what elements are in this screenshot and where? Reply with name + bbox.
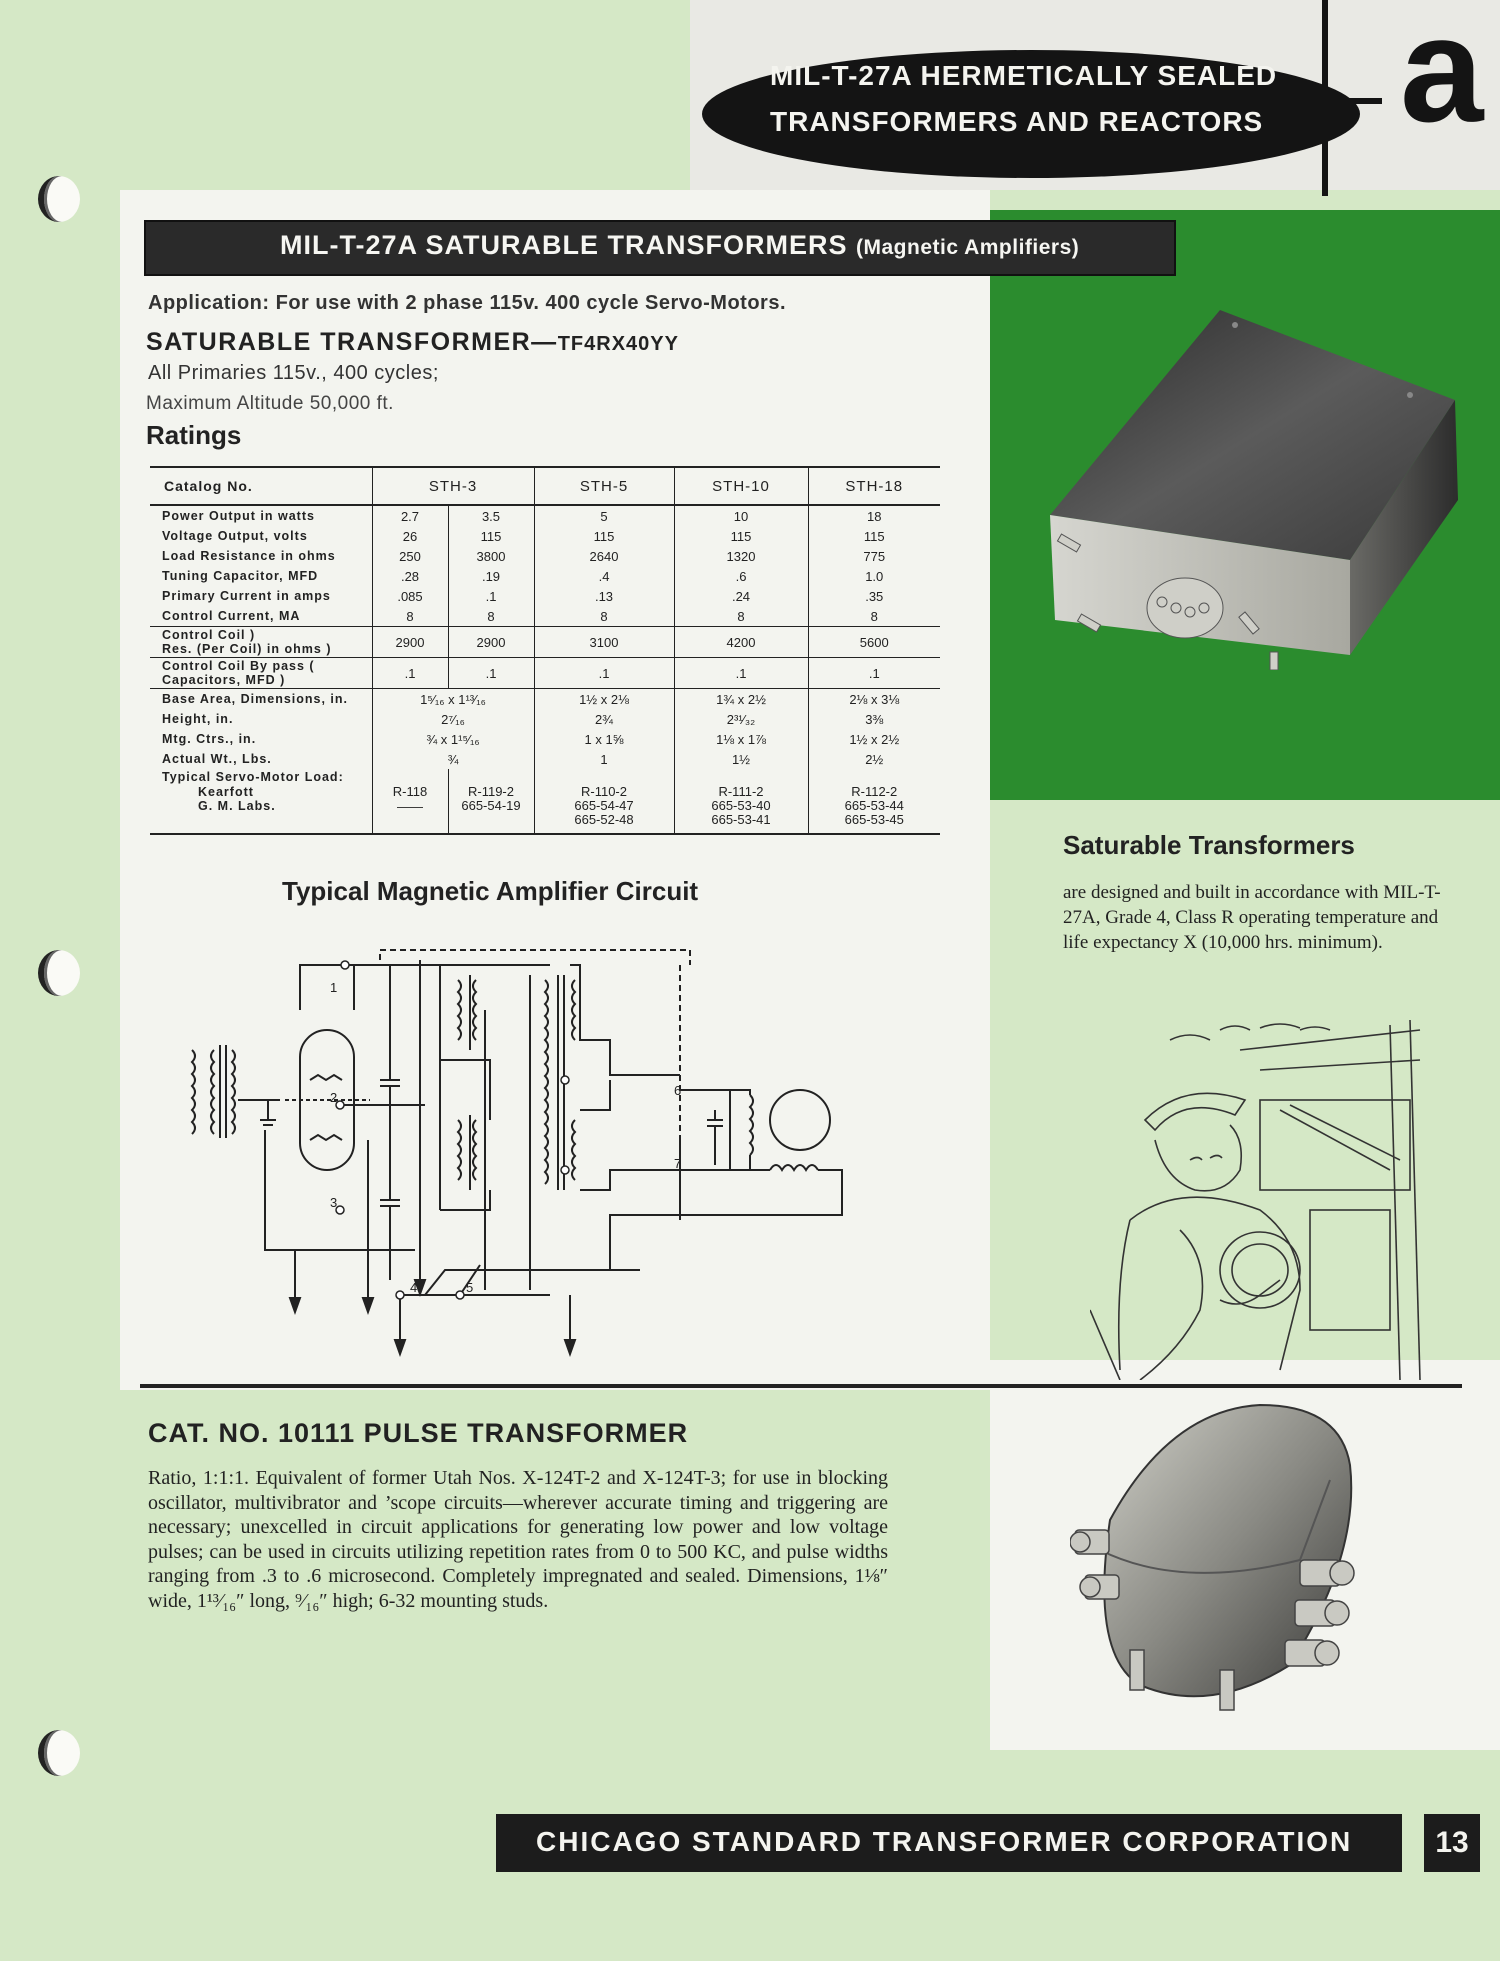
- row-label: Primary Current in amps: [150, 586, 372, 606]
- table-row: [150, 627, 940, 658]
- banner-title-main: MIL-T-27A SATURABLE TRANSFORMERS: [280, 230, 848, 260]
- altitude-text: Maximum Altitude 50,000 ft.: [146, 393, 394, 414]
- table-cell: 115: [863, 528, 885, 544]
- circuit-title: Typical Magnetic Amplifier Circuit: [282, 876, 699, 906]
- table-cell: .6: [674, 566, 808, 586]
- model-number: TF4RX40YY: [557, 333, 679, 355]
- sidebar-body: are designed and built in accordance with MIL-T-27A, Grade 4, Class R operating temperature and life expectancy X (10,000 hrs. minimum).: [1063, 882, 1441, 953]
- table-cell: 8: [674, 606, 808, 627]
- sidebar-title: Saturable Transformers: [1063, 830, 1355, 860]
- section-letter: a: [1400, 0, 1484, 153]
- table-cell: 8: [808, 606, 940, 627]
- saturable-heading-text: SATURABLE TRANSFORMER—: [146, 328, 558, 356]
- table-cell: 2³¹⁄₃₂: [674, 709, 808, 729]
- table-cell: .085: [397, 588, 423, 604]
- row-label: Mtg. Ctrs., in.: [150, 729, 372, 749]
- table-cell: ——: [372, 799, 448, 834]
- table-row: [150, 729, 940, 749]
- row-label: Actual Wt., Lbs.: [150, 749, 372, 769]
- table-header-row: [150, 467, 940, 505]
- table-cell: 1 x 1⅝: [534, 729, 674, 749]
- table-row: [150, 586, 940, 606]
- table-cell: 2900: [372, 627, 448, 658]
- terminal-label: 5: [466, 1280, 474, 1295]
- table-cell: 10: [674, 505, 808, 526]
- table-cell: 1½ x 2⅛: [534, 689, 674, 710]
- table-cell: 1½: [674, 749, 808, 769]
- model-header: STH-10: [674, 467, 808, 505]
- dimension-rows: [150, 689, 940, 770]
- table-cell: ¾ x 1¹⁵⁄₁₆: [372, 729, 534, 749]
- table-cell: 665-53-44 665-53-45: [808, 799, 940, 834]
- table-cell: 2¾: [534, 709, 674, 729]
- table-cell: 2.7: [400, 508, 420, 524]
- application-text: Application: For use with 2 phase 115v. 400 cycle Servo-Motors.: [148, 292, 786, 314]
- table-cell: 2900: [448, 627, 534, 658]
- table-cell: 3.5: [448, 505, 534, 526]
- table-cell: ¾: [372, 749, 534, 769]
- ratings-label: Ratings: [146, 420, 242, 450]
- table-cell: 1: [534, 749, 674, 769]
- row-label: Typical Servo-Motor Load: Kearfott: [150, 769, 372, 799]
- table-cell: 5: [534, 505, 674, 526]
- primaries-text: All Primaries 115v., 400 cycles;: [148, 362, 439, 384]
- electrical-ratings: [150, 505, 940, 627]
- table-cell: .1: [674, 658, 808, 689]
- header-title-line2: TRANSFORMERS AND REACTORS: [770, 106, 1264, 137]
- ratings-table: [150, 466, 940, 835]
- saturable-heading: [146, 328, 679, 357]
- table-cell: 1½ x 2½: [849, 731, 900, 747]
- table-cell: .4: [534, 566, 674, 586]
- table-cell: R-112-2: [851, 784, 898, 799]
- terminal-label: 2: [330, 1090, 338, 1105]
- table-cell: .24: [674, 586, 808, 606]
- terminal-label: 4: [410, 1280, 418, 1295]
- table-cell: 18: [867, 508, 882, 524]
- table-cell: 1.0: [865, 568, 884, 584]
- table-cell: .1: [808, 658, 940, 689]
- table-cell: R-111-2: [674, 769, 808, 799]
- binder-hole-icon: [38, 176, 80, 222]
- row-label: Control Current, MA: [150, 606, 372, 627]
- table-row: [150, 709, 940, 729]
- table-cell: 775: [863, 548, 886, 564]
- row-label: Power Output in watts: [150, 505, 372, 526]
- table-row: [150, 566, 940, 586]
- table-cell: 8: [448, 606, 534, 627]
- table-cell: .1: [448, 658, 534, 689]
- row-label: Control Coil By pass ( Capacitors, MFD ): [150, 658, 372, 689]
- row-label: Base Area, Dimensions, in.: [150, 689, 372, 710]
- row-label: G. M. Labs.: [150, 799, 372, 834]
- table-cell: R-110-2: [534, 769, 674, 799]
- table-cell: 1⅛ x 1⅞: [674, 729, 808, 749]
- terminal-label: 6: [674, 1083, 682, 1098]
- table-cell: .35: [865, 588, 884, 604]
- table-cell: 3⅜: [865, 711, 884, 727]
- table-cell: .1: [448, 586, 534, 606]
- table-cell: 115: [534, 526, 674, 546]
- table-cell: 3800: [448, 546, 534, 566]
- page-number: 13: [1435, 1826, 1469, 1859]
- model-header: STH-18: [808, 467, 940, 505]
- company-name: CHICAGO STANDARD TRANSFORMER CORPORATION: [536, 1826, 1353, 1857]
- table-cell: 115: [674, 526, 808, 546]
- terminal-label: 3: [330, 1195, 338, 1210]
- catalog-header: Catalog No.: [150, 467, 372, 505]
- pulse-transformer-photo: [1070, 1400, 1410, 1720]
- table-cell: .1: [372, 658, 448, 689]
- pulse-description: Ratio, 1:1:1. Equivalent of former Utah Nos. X-124T-2 and X-124T-3; for use in blocking oscillator, multivibrator and ’scope circuits—wherever accurate timing and triggering are necessary; unexcelled in circuit applications for generating low power and low voltage pulses; can be used in circuits utilizing repetition rates from 0 to 500 KC, and pulse widths ranging from .3 to .6 microsecond. Completely impregnated and sealed. Dimensions, 1⅛″ wide, 1¹³⁄₁₆″ long, ⁹⁄₁₆″ high; 6-32 mounting studs.: [148, 1467, 888, 1612]
- table-cell: .28: [400, 568, 420, 584]
- table-cell: 115: [448, 526, 534, 546]
- banner-title: [280, 230, 1079, 261]
- operator-sketch-illustration: [1090, 1010, 1430, 1380]
- row-label: Height, in.: [150, 709, 372, 729]
- table-cell: 2⅛ x 3⅛: [849, 691, 900, 707]
- header-rule-horizontal: [1322, 98, 1382, 104]
- table-cell: R-119-2: [448, 769, 534, 799]
- binder-hole-icon: [38, 950, 80, 996]
- table-cell: 3100: [534, 627, 674, 658]
- table-row: [150, 658, 940, 689]
- pulse-title: CAT. NO. 10111 PULSE TRANSFORMER: [148, 1418, 689, 1448]
- row-label: Load Resistance in ohms: [150, 546, 372, 566]
- table-cell: .19: [448, 566, 534, 586]
- magnetic-amplifier-circuit-diagram: [170, 920, 870, 1375]
- table-cell: 250: [399, 548, 421, 564]
- model-header: STH-3: [372, 467, 534, 505]
- terminal-label: 7: [674, 1156, 682, 1171]
- table-cell: 665-53-40 665-53-41: [674, 799, 808, 834]
- table-row: [150, 546, 940, 566]
- table-cell: R-118: [372, 769, 448, 799]
- table-row: [150, 799, 940, 834]
- table-row: [150, 505, 940, 526]
- table-cell: 8: [534, 606, 674, 627]
- table-row: [150, 526, 940, 546]
- table-cell: 8: [372, 606, 448, 627]
- row-label: Control Coil ) Res. (Per Coil) in ohms ): [150, 627, 372, 658]
- table-cell: 4200: [674, 627, 808, 658]
- row-label: Voltage Output, volts: [150, 526, 372, 546]
- table-cell: 665-54-19: [448, 799, 534, 834]
- table-cell: 5600: [808, 627, 940, 658]
- table-row: [150, 689, 940, 710]
- table-cell: 2⁷⁄₁₆: [372, 709, 534, 729]
- model-header: STH-5: [534, 467, 674, 505]
- table-cell: .1: [534, 658, 674, 689]
- table-row: [150, 749, 940, 769]
- table-row: [150, 606, 940, 627]
- table-cell: .13: [534, 586, 674, 606]
- table-cell: 1320: [674, 546, 808, 566]
- table-cell: 2½: [865, 751, 884, 767]
- row-label: Tuning Capacitor, MFD: [150, 566, 372, 586]
- table-row: [150, 769, 940, 799]
- section-divider: [140, 1384, 1462, 1388]
- table-cell: 1¾ x 2½: [674, 689, 808, 710]
- terminal-label: 1: [330, 980, 338, 995]
- saturable-transformer-photo: [1030, 290, 1470, 670]
- binder-hole-icon: [38, 1730, 80, 1776]
- table-cell: 665-54-47 665-52-48: [534, 799, 674, 834]
- header-title-line1: MIL-T-27A HERMETICALLY SEALED: [770, 60, 1278, 91]
- table-cell: 2640: [534, 546, 674, 566]
- table-cell: 26: [402, 528, 418, 544]
- table-cell: 1⁵⁄₁₆ x 1¹³⁄₁₆: [372, 689, 534, 710]
- banner-subtitle: (Magnetic Amplifiers): [856, 236, 1080, 259]
